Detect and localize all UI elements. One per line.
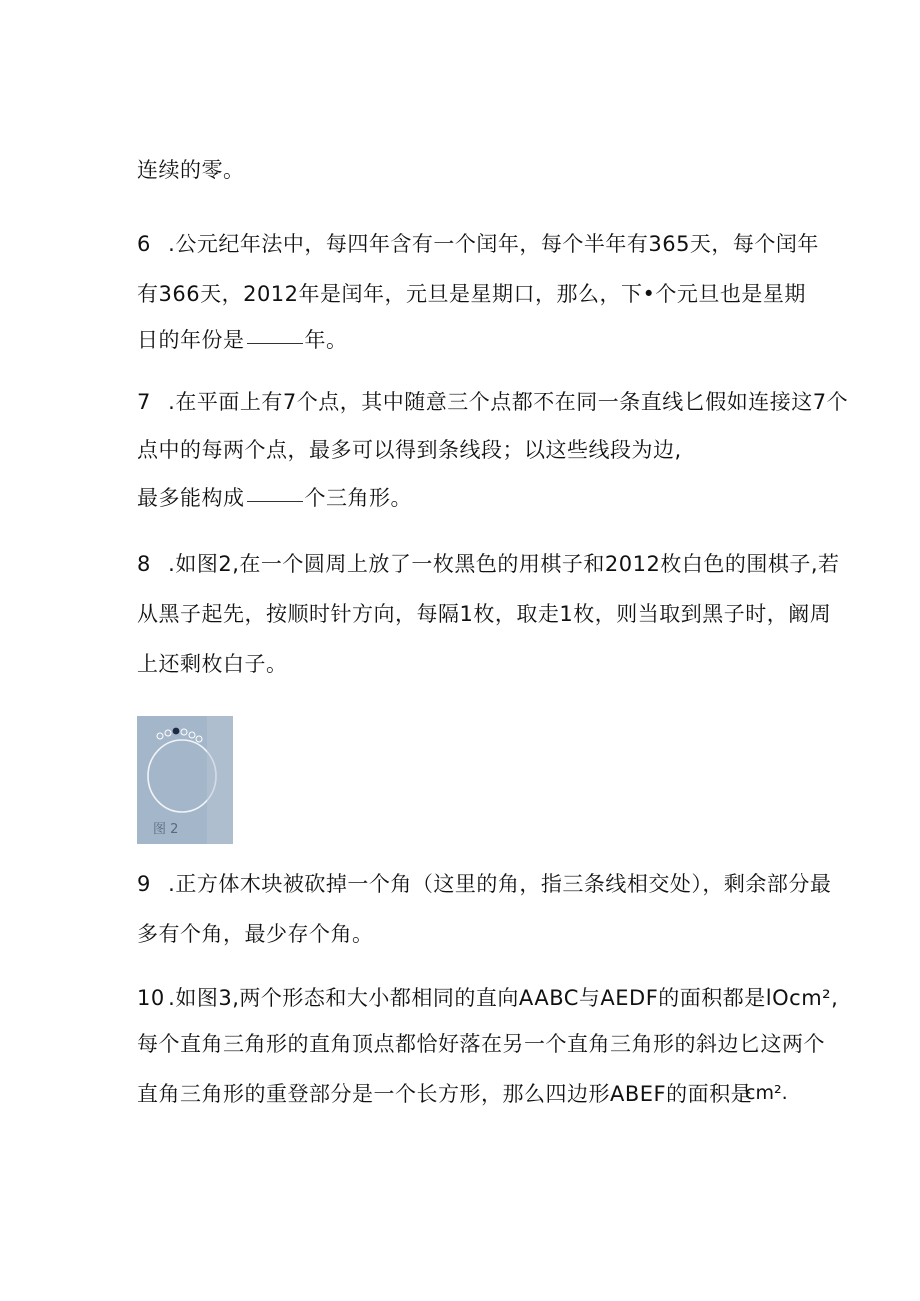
question-number: 8 bbox=[137, 552, 151, 576]
question-text: .在平面上有7个点，其中随意三个点都不在同一条直线匕假如连接这7个 bbox=[161, 390, 849, 414]
question-6-line-1 bbox=[137, 230, 819, 258]
question-8-line-3: 上还剩枚白子。 bbox=[137, 652, 288, 676]
question-number: 9 bbox=[137, 872, 151, 896]
answer-blank bbox=[247, 342, 303, 344]
figure-caption: 图 2 bbox=[153, 822, 179, 837]
question-number: 6 bbox=[137, 232, 151, 256]
question-text: .公元纪年法中，每四年含有一个闰年，每个半年有365天，每个闰年 bbox=[161, 232, 819, 256]
question-10-line-2: 每个直角三角形的直角顶点都恰好落在另一个直角三角形的斜边匕这两个 bbox=[137, 1032, 825, 1056]
question-7-line-2: 点中的每两个点，最多可以得到条线段；以这些线段为边, bbox=[137, 438, 682, 462]
text-line: 连续的零。 bbox=[137, 158, 245, 182]
question-8-line-2: 从黑子起先，按顺时针方向，每隔1枚，取走1枚，则当取到黑子时，阚周 bbox=[137, 602, 832, 626]
question-9-line-2: 多有个角，最少存个角。 bbox=[137, 922, 374, 946]
question-10-line-1 bbox=[137, 984, 838, 1012]
answer-blank bbox=[247, 500, 303, 502]
question-text: 最多能构成 bbox=[137, 486, 245, 510]
question-number: 7 bbox=[137, 390, 151, 414]
question-number: 10 bbox=[137, 986, 165, 1010]
question-text: 年。 bbox=[304, 328, 348, 352]
question-7-line-3 bbox=[137, 484, 412, 512]
question-text: 日的年份是 bbox=[137, 328, 245, 352]
figure-2-image bbox=[137, 716, 233, 844]
question-10-line-3: 直角三角形的重登部分是一个长方形，那么四边形ABEF的面积是 bbox=[137, 1082, 753, 1106]
question-9-line-1 bbox=[137, 870, 831, 898]
circle-of-stones-icon bbox=[137, 716, 233, 844]
question-text: .如图2,在一个圆周上放了一枚黑色的用棋子和2012枚白色的围棋子,若 bbox=[161, 552, 840, 576]
question-text: .正方体木块被砍掉一个角（这里的角，指三条线相交处），剩余部分最 bbox=[161, 872, 832, 896]
unit-label: cm². bbox=[745, 1082, 788, 1104]
question-6-line-2: 有366天，2012年是闰年，元旦是星期口，那么，下•个元旦也是星期 bbox=[137, 282, 806, 306]
question-text: 个三角形。 bbox=[304, 486, 412, 510]
question-text: .如图3,两个形态和大小都相同的直向AABC与AEDF的面积都是lOcm², bbox=[161, 986, 839, 1010]
question-8-line-1 bbox=[137, 550, 840, 578]
question-7-line-1 bbox=[137, 388, 848, 416]
question-6-line-3 bbox=[137, 326, 348, 354]
